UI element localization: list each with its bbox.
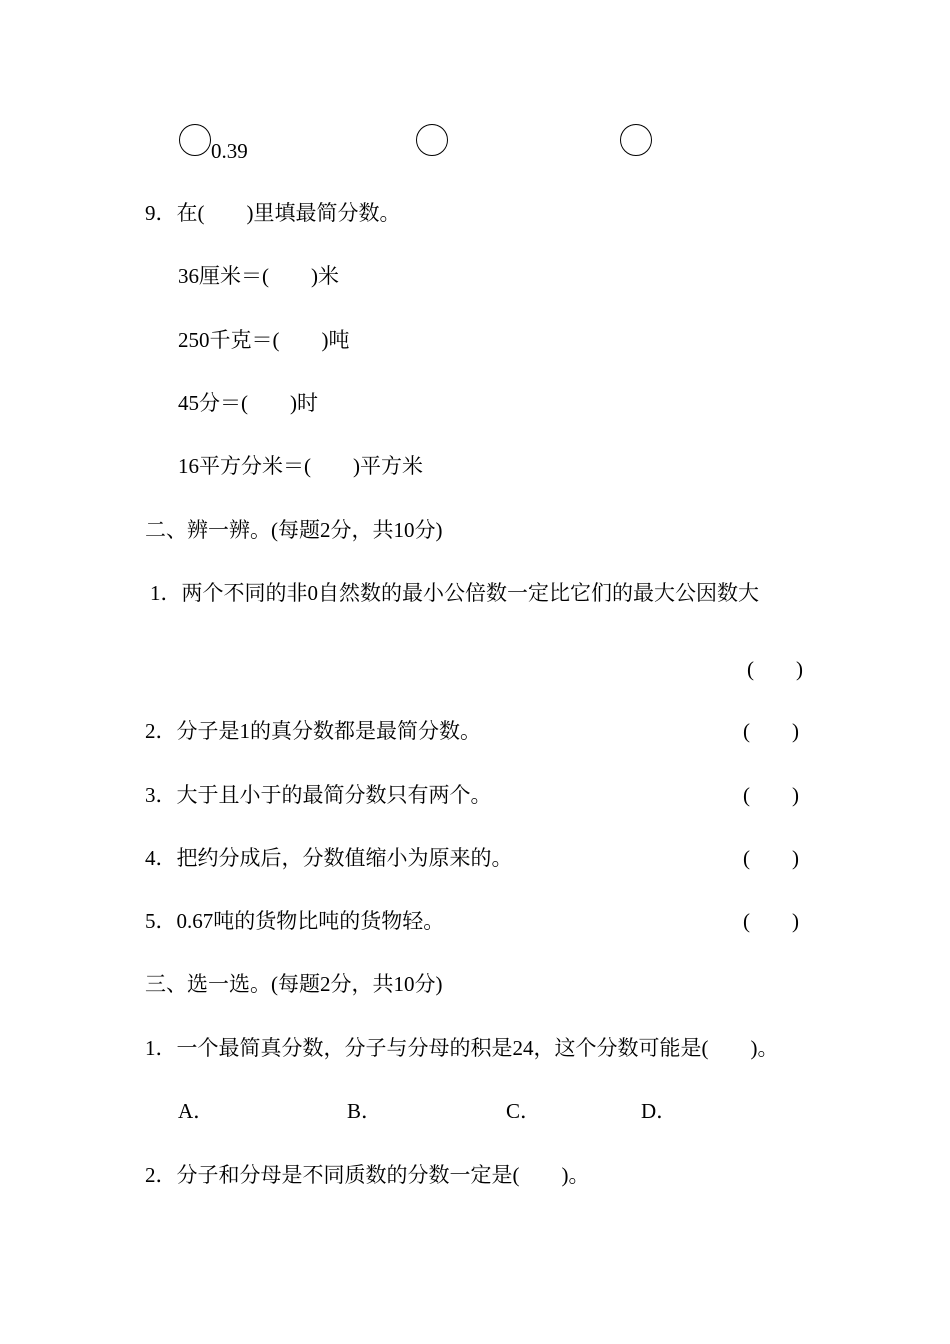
judge-item-4: 4．把约分成后，分数值缩小为原来的。 [145,846,513,870]
section3-title: 三、选一选。(每题2分，共10分) [145,972,443,996]
compare-value: 0.39 [211,139,248,163]
judge-answer-3[interactable]: ( ) [743,783,799,807]
judge-item-1: 1．两个不同的非0自然数的最小公倍数一定比它们的最大公因数大 [150,581,759,605]
judge-answer-1[interactable]: ( ) [747,657,803,681]
judge-item-3: 3．大于且小于的最简分数只有两个。 [145,783,492,807]
option-d[interactable]: D． [641,1099,678,1123]
compare-circle-3[interactable] [620,124,652,156]
option-a[interactable]: A． [178,1099,215,1123]
choice-question-1: 1．一个最简真分数，分子与分母的积是24，这个分数可能是( )。 [145,1036,779,1060]
q9-item: 250千克＝( )吨 [178,328,350,352]
judge-answer-5[interactable]: ( ) [743,909,799,933]
option-b[interactable]: B． [347,1099,383,1123]
q9-item: 16平方分米＝( )平方米 [178,454,423,478]
q9-item: 45分＝( )时 [178,391,318,415]
option-c[interactable]: C． [506,1099,542,1123]
compare-circle-1[interactable] [179,124,211,156]
q9-item: 36厘米＝( )米 [178,264,339,288]
q9-title: 9．在( )里填最简分数。 [145,201,401,225]
choice-question-2: 2．分子和分母是不同质数的分数一定是( )。 [145,1163,590,1187]
judge-item-2: 2．分子是1的真分数都是最简分数。 [145,719,481,743]
judge-item-5: 5．0.67吨的货物比吨的货物轻。 [145,909,445,933]
compare-circle-2[interactable] [416,124,448,156]
judge-answer-2[interactable]: ( ) [743,719,799,743]
section2-title: 二、辨一辨。(每题2分，共10分) [145,518,443,542]
judge-answer-4[interactable]: ( ) [743,846,799,870]
